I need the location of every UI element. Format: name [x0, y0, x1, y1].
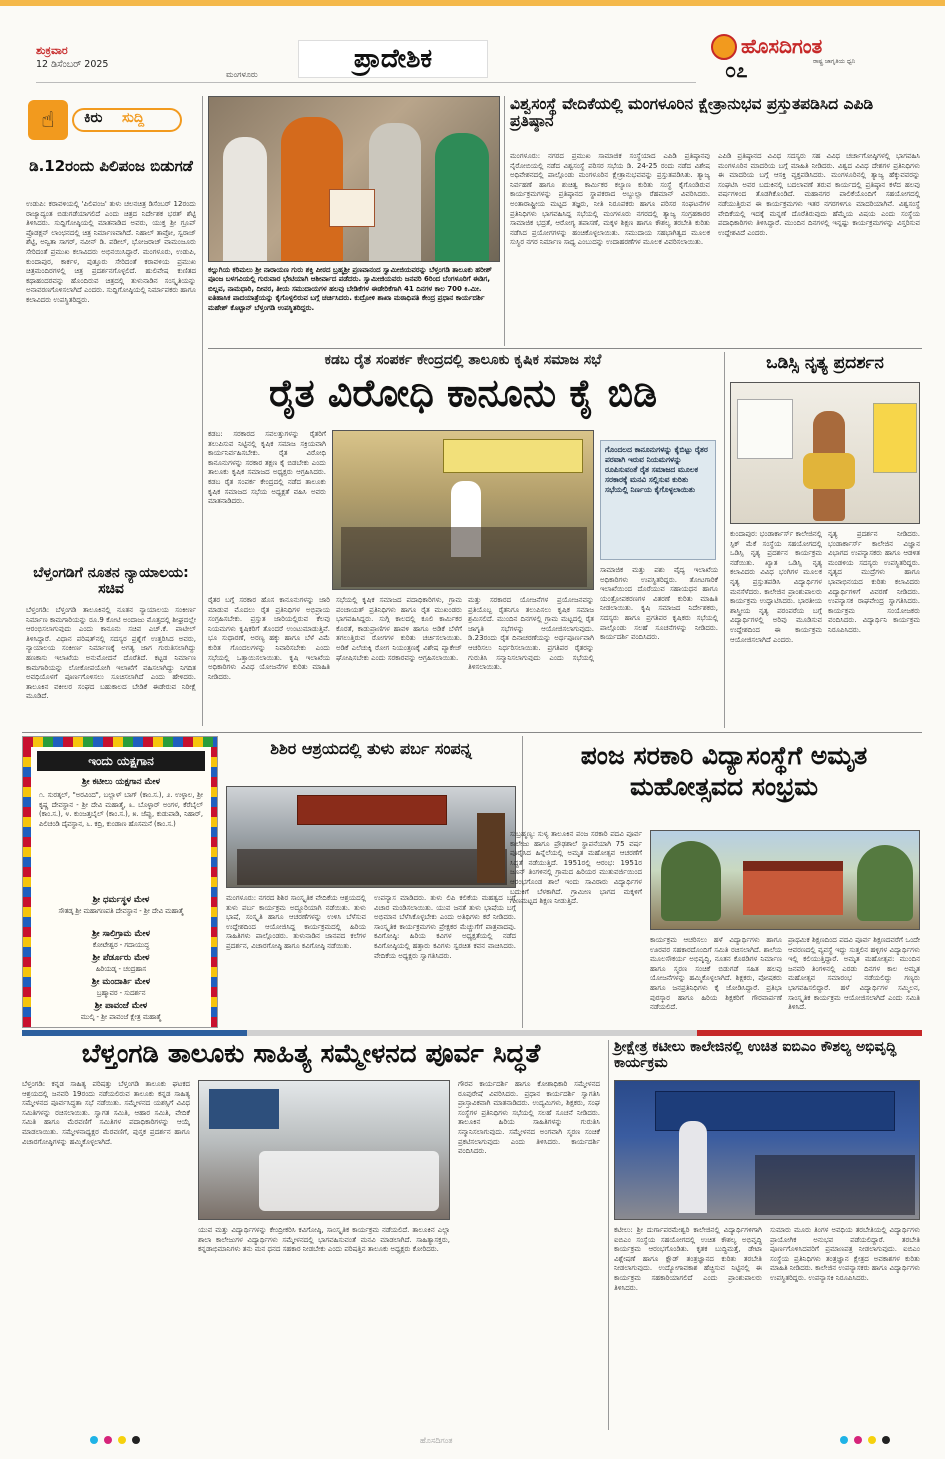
- kiru-suddi-column: [22, 96, 200, 726]
- shishira-photo-backdrop: [297, 795, 447, 825]
- dot-magenta: [104, 1436, 112, 1444]
- brand-tagline: ರಾಷ್ಟ್ರ ಜಾಗೃತಿಯ ಧ್ವನಿ: [813, 58, 856, 65]
- odissi-banner-college: [873, 403, 917, 473]
- raitha-body-col-4: ಸಾಮಾಜಿಕ ಮತ್ತು ಪಶು ವೈದ್ಯ ಇಲಾಖೆಯ ಅಧಿಕಾರಿಗಳು ಉಪಸ್ಥಿತರಿದ್ದರು. ತೋಟಗಾರಿಕೆ ಇಲಾಖೆಯಿಂದ ದೊರೆಯುವ ಸಹಾಯಧನ ಹಾಗೂ ಯಂತ್ರೋಪಕರಣಗಳ ವಿತರಣೆ ಕುರಿತು ಮಾಹಿತಿ ನೀಡಲಾಯಿತು. ಕೃಷಿ ಸಮಾಜದ ನಿರ್ದೇಶಕರು, ಸದಸ್ಯರು ಹಾಗೂ ಪ್ರಗತಿಪರ ಕೃಷಿಕರು ಸಭೆಯಲ್ಲಿ ಪಾಲ್ಗೊಂಡು ಸಲಹೆ ಸೂಚನೆಗಳನ್ನು ನೀಡಿದರು. ಕಾರ್ಯದರ್ಶಿ ವಂದಿಸಿದರು.: [600, 566, 718, 642]
- footer-registration-dots-right: [840, 1436, 920, 1446]
- masthead-rule: [36, 82, 696, 83]
- hand-pointing-icon: ☝: [28, 100, 68, 140]
- raitha-headline: ರೈತ ವಿರೋಧಿ ಕಾನೂನು ಕೈ ಬಿಡಿ: [268, 371, 658, 415]
- shishira-photo-podium: [477, 813, 505, 883]
- page-number: ೦೭: [725, 58, 748, 82]
- kiru-story-2-body: ಬೆಳ್ತಂಗಡಿ: ಬೆಳ್ತಂಗಡಿ ತಾಲೂಕಿನಲ್ಲಿ ನೂತನ ನ್ಯಾಯಾಲಯ ಸಂಕೀರ್ಣ ನಿರ್ಮಾಣ ಕಾಮಗಾರಿಯನ್ನು ರೂ.9 ಕೋಟಿ ಅಂದಾಜು ಮೊತ್ತದಲ್ಲಿ ಶೀಘ್ರದಲ್ಲೇ ಆರಂಭಿಸಲಾಗುವುದು ಎಂದು ಕಾನೂನು ಸಚಿವ ಎಚ್.ಕೆ. ಪಾಟೀಲ್ ತಿಳಿಸಿದ್ದಾರೆ. ವಿಧಾನ ಪರಿಷತ್‌ನಲ್ಲಿ ಸದಸ್ಯರ ಪ್ರಶ್ನೆಗೆ ಉತ್ತರಿಸಿದ ಅವರು, ನ್ಯಾಯಾಲಯ ಸಂಕೀರ್ಣ ನಿರ್ಮಾಣಕ್ಕೆ ಅಗತ್ಯ ಜಾಗ ಗುರುತಿಸಲಾಗಿದ್ದು ಹಣಕಾಸು ಇಲಾಖೆಯ ಅನುಮೋದನೆ ದೊರೆತಿದೆ. ಕಟ್ಟಡ ನಿರ್ಮಾಣ ಕಾಮಗಾರಿಯನ್ನು ಲೋಕೋಪಯೋಗಿ ಇಲಾಖೆಗೆ ವಹಿಸಲಾಗಿದ್ದು ನಿಗದಿತ ಅವಧಿಯೊಳಗೆ ಪೂರ್ಣಗೊಳಿಸಲು ಸೂಚಿಸಲಾಗಿದೆ ಎಂದು ಹೇಳಿದರು. ತಾಲೂಕಿನ ವಕೀಲರ ಸಂಘದ ಬಹುಕಾಲದ ಬೇಡಿಕೆ ಈಡೇರುವ ನಿರೀಕ್ಷೆ ಮೂಡಿದೆ.: [26, 606, 196, 701]
- mela-3-list: ಕೋಟೇಶ್ವರ - ಗದಾಯುದ್ಧ: [92, 941, 150, 949]
- dot-black-right: [882, 1436, 890, 1444]
- raitha-body-col-2: ಸಭೆಯಲ್ಲಿ ಕೃಷಿಕ ಸಮಾಜದ ಪದಾಧಿಕಾರಿಗಳು, ಗ್ರಾಮ ಪಂಚಾಯತ್ ಪ್ರತಿನಿಧಿಗಳು ಹಾಗೂ ರೈತ ಮುಖಂಡರು ಭಾಗವಹಿಸಿದ್ದರು. ಸುಗ್ಗಿ ಕಾಲದಲ್ಲಿ ಕೂಲಿ ಕಾರ್ಮಿಕರ ಕೊರತೆ, ಕಾಡುಪ್ರಾಣಿಗಳ ಹಾವಳಿ ಹಾಗೂ ಅಡಿಕೆ ಬೆಳೆಗೆ ತಗಲುತ್ತಿರುವ ರೋಗಗಳ ಕುರಿತು ಚರ್ಚಿಸಲಾಯಿತು. ಅಡಿಕೆ ಎಲೆಚುಕ್ಕಿ ರೋಗ ನಿಯಂತ್ರಣಕ್ಕೆ ವಿಶೇಷ ಪ್ಯಾಕೇಜ್ ಘೋಷಿಸಬೇಕು ಎಂದು ಸರಕಾರವನ್ನು ಆಗ್ರಹಿಸಲಾಯಿತು.: [336, 596, 462, 662]
- color-bar-gray: [247, 1030, 697, 1036]
- dot-yellow: [118, 1436, 126, 1444]
- yakshagana-title: ಇಂದು ಯಕ್ಷಗಾನ: [88, 753, 154, 768]
- raitha-kicker: ಕಡಬ ರೈತ ಸಂಪರ್ಕ ಕೇಂದ್ರದಲ್ಲಿ ತಾಲೂಕು ಕೃಷಿಕ ಸಮಾಜ ಸಭೆ: [324, 352, 602, 368]
- dot-yellow-right: [868, 1436, 876, 1444]
- sahitya-photo-banner: [209, 1089, 279, 1129]
- top-photo-caption: ಕಲ್ಲುಗಿಯ ಕರಿಮಲು ಶ್ರೀ ನಾರಾಯಣ ಗುರು ಶಕ್ತಿ ಪೀಠದ ಬ್ರಹ್ಮಶ್ರೀ ಪ್ರಣವಾನಂದ ಸ್ವಾಮೀಜಿಯವರನ್ನು ಬೆಳ್ತಂಗಡಿ ತಾಲೂಕು ಹರೀಶ್ ಪೂಂಜ ಬಳಗವಿಯಲ್ಲಿ ಗುರುವಾರ ಭೇಟಿಯಾಗಿ ಆಶೀರ್ವಾದ ಪಡೆದರು. ಸ್ವಾಮೀಜಿಯವರು ಜನವರಿ 6ರಿಂದ ಬೆಂಗಳೂರಿಗೆ ಈಡಿಗ, ಬಿಲ್ಲವ, ನಾಮಧಾರಿ, ದೀವರ, ತೀಯ ಸಮುದಾಯಗಳ ಹಲವು ಬೇಡಿಕೆಗಳ ಈಡೇರಿಕೆಗಾಗಿ 41 ದಿನಗಳ ಕಾಲ 700 ಕಿ.ಮೀ. ಐತಿಹಾಸಿಕ ಪಾದಯಾತ್ರೆಯನ್ನು ಕೈಗೊಳ್ಳಲಿರುವ ಬಗ್ಗೆ ಚರ್ಚಿಸಿದರು. ಕುದ್ರೋಳಿ ಶಾಖಾ ಮಠಾಧಿಪತಿ ಕೇಂದ್ರ ಪ್ರಧಾನ ಕಾರ್ಯದರ್ಶಿ ಮಹೇಶ್ ಕೊಟ್ಟಾನ್ ಬೆಳ್ತಂಗಡಿ ಉಪಸ್ಥಿತರಿದ್ದರು.: [208, 266, 492, 312]
- brand-name: ಹೊಸದಿಗಂತ: [741, 34, 823, 58]
- photo-figure-1: [223, 137, 267, 262]
- mela-4-name: ಶ್ರೀ ಪೆರ್ಡೂರು ಮೇಳ: [92, 953, 150, 963]
- brand-logo-icon: [711, 34, 737, 60]
- mela-1-name: ಶ್ರೀ ಕಟೀಲು ಯಕ್ಷಗಾನ ಮೇಳ: [82, 777, 160, 787]
- panja-photo: [650, 830, 920, 930]
- masthead: [0, 0, 945, 88]
- kateel-photo-speaker: [679, 1121, 707, 1213]
- sahitya-body-col-3: ಗೌರವ ಕಾರ್ಯದರ್ಶಿ ಹಾಗೂ ಕೋಶಾಧಿಕಾರಿ ಸಮ್ಮೇಳನದ ರೂಪುರೇಷೆ ವಿವರಿಸಿದರು. ಪ್ರಧಾನ ಕಾರ್ಯದರ್ಶಿ ಸ್ವಾಗತಿಸಿ ಪ್ರಾಸ್ತಾವಿಕವಾಗಿ ಮಾತನಾಡಿದರು. ಉದ್ಯಮಿಗಳು, ಶಿಕ್ಷಕರು, ಸಂಘ ಸಂಸ್ಥೆಗಳ ಪ್ರತಿನಿಧಿಗಳು ಸಭೆಯಲ್ಲಿ ಸಲಹೆ ಸೂಚನೆ ನೀಡಿದರು. ತಾಲೂಕಿನ ಹಿರಿಯ ಸಾಹಿತಿಗಳನ್ನು ಗುರುತಿಸಿ ಸನ್ಮಾನಿಸಲಾಗುವುದು. ಸಮ್ಮೇಳನದ ಅಂಗವಾಗಿ ಸ್ಮರಣ ಸಂಚಿಕೆ ಪ್ರಕಟಿಸಲಾಗುವುದು ಎಂದು ತಿಳಿಸಿದರು. ಕಾರ್ಯದರ್ಶಿ ವಂದಿಸಿದರು.: [458, 1080, 600, 1156]
- mela-6-name: ಶ್ರೀ ಪಾವಂಜೆ ಮೇಳ: [94, 1001, 148, 1011]
- sahitya-headline: ಬೆಳ್ತಂಗಡಿ ತಾಲೂಕು ಸಾಹಿತ್ಯ ಸಮ್ಮೇಳನದ ಪೂರ್ವ ಸಿದ್ಧತೆ: [81, 1039, 541, 1069]
- photo-figure-4: [435, 133, 489, 262]
- mela-2-name: ಶ್ರೀ ಧರ್ಮಸ್ಥಳ ಮೇಳ: [92, 895, 150, 905]
- dot-magenta-right: [854, 1436, 862, 1444]
- panja-photo-tree-right: [857, 845, 913, 921]
- masthead-day: ಶುಕ್ರವಾರ: [36, 44, 68, 57]
- raitha-photo-seated-row: [341, 527, 587, 587]
- section-title: ಪ್ರಾದೇಶಿಕ: [353, 43, 433, 74]
- yakshagana-side-left: [23, 747, 31, 1028]
- shishira-photo: [226, 786, 516, 888]
- shishira-body-col-1: ಮಂಗಳೂರು: ನಗರದ ಶಿಶಿರ ಸಾಂಸ್ಕೃತಿಕ ವೇದಿಕೆಯ ಆಶ್ರಯದಲ್ಲಿ ತುಳು ಪರ್ಬ ಕಾರ್ಯಕ್ರಮ ಅದ್ದೂರಿಯಾಗಿ ನಡೆಯಿತು. ತುಳು ಭಾಷೆ, ಸಂಸ್ಕೃತಿ ಹಾಗೂ ಆಚರಣೆಗಳನ್ನು ಉಳಿಸಿ ಬೆಳೆಸುವ ಉದ್ದೇಶದಿಂದ ಆಯೋಜಿಸಿದ್ದ ಕಾರ್ಯಕ್ರಮದಲ್ಲಿ ಹಿರಿಯ ಸಾಹಿತಿಗಳು ಪಾಲ್ಗೊಂಡರು. ತುಳುನಾಡಿನ ಜಾನಪದ ಕಲೆಗಳ ಪ್ರದರ್ಶನ, ವಿಚಾರಗೋಷ್ಠಿ ಹಾಗೂ ಕವಿಗೋಷ್ಠಿ ನಡೆಯಿತು.: [226, 894, 366, 950]
- kiru-story-1-headline: ಡಿ.12ರಂದು ಪಿಲಿಪಂಜ ಬಿಡುಗಡೆ: [29, 157, 193, 175]
- odissi-body-col-2: ನೃತ್ಯ ಪ್ರದರ್ಶನ ನೀಡಿದರು. ಭಂಡಾರ್ಕಾರ್ಸ್ ಕಾಲೇಜಿನ ವಿಜ್ಞಾನ ವಿಭಾಗದ ಉಪನ್ಯಾಸಕರು ಹಾಗೂ ಆಡಳಿತ ಮಂಡಳಿಯ ಸದಸ್ಯರು ಉಪಸ್ಥಿತರಿದ್ದರು. ನೃತ್ಯದ ಮುದ್ರೆಗಳು ಹಾಗೂ ಭಾವಾಭಿನಯದ ಕುರಿತು ಕಲಾವಿದರು ವಿದ್ಯಾರ್ಥಿಗಳಿಗೆ ವಿವರಣೆ ನೀಡಿದರು. ಉಪನ್ಯಾಸಕ ರಾಘವೇಂದ್ರ ಸ್ವಾಗತಿಸಿದರು. ಕಾರ್ಯಕ್ರಮ ಸಂಯೋಜಕರು ವಂದಿಸಿದರು. ವಿದ್ಯಾರ್ಥಿನಿ ಕಾರ್ಯಕ್ರಮ ನಿರೂಪಿಸಿದರು.: [828, 530, 920, 634]
- panja-body-col-3: ಪ್ರಾಥಮಿಕ ಶಿಕ್ಷಣದಿಂದ ಪದವಿ ಪೂರ್ವ ಶಿಕ್ಷಣದವರೆಗೆ ಒಂದೇ ಆವರಣದಲ್ಲಿ ವ್ಯವಸ್ಥೆ ಇದ್ದು ಸುತ್ತಲಿನ ಹಳ್ಳಿಗಳ ವಿದ್ಯಾರ್ಥಿಗಳು ಇಲ್ಲಿ ಕಲಿಯುತ್ತಿದ್ದಾರೆ. ಅಮೃತ ಮಹೋತ್ಸವ: ಮುಂದಿನ ಜನವರಿ ತಿಂಗಳಿನಲ್ಲಿ ಎರಡು ದಿನಗಳ ಕಾಲ ಅಮೃತ ಮಹೋತ್ಸವ ಸಮಾರಂಭ ನಡೆಯಲಿದ್ದು ಗಣ್ಯರು ಭಾಗವಹಿಸಲಿದ್ದಾರೆ. ಹಳೆ ವಿದ್ಯಾರ್ಥಿಗಳ ಸಮ್ಮಿಲನ, ಸಾಂಸ್ಕೃತಿಕ ಕಾರ್ಯಕ್ರಮ ಆಯೋಜಿಸಲಾಗಿದೆ ಎಂದು ಸಮಿತಿ ತಿಳಿಸಿದೆ.: [788, 936, 920, 1012]
- yakshagana-box: [22, 736, 218, 1028]
- color-bar-red: [697, 1030, 922, 1036]
- kateel-photo-guests: [755, 1155, 915, 1215]
- masthead-city: ಮಂಗಳೂರು: [226, 70, 258, 79]
- top-photo-swamiji: [208, 96, 500, 262]
- mela-6-list: ಮುಲ್ಕಿ - ಶ್ರೀ ಪಾವಂಜೆ ಕ್ಷೇತ್ರ ಮಹಾತ್ಮೆ: [80, 1013, 162, 1021]
- mela-5-list: ಬ್ರಹ್ಮಾವರ - ಸುದರ್ಶನ: [96, 989, 146, 997]
- mela-4-list: ಹಿರಿಯಡ್ಕ - ಚಂದ್ರಹಾಸ: [95, 965, 147, 973]
- kiru-story-1-body: ಉಡುಪಿ: ಕರಾವಳಿಯಲ್ಲಿ 'ಪಿಲಿಪಂಜ' ತುಳು ಚಲನಚಿತ್ರ ಡಿಸೆಂಬರ್ 12ರಂದು ರಾಜ್ಯಾದ್ಯಂತ ಬಿಡುಗಡೆಯಾಗಲಿದೆ ಎಂದು ಚಿತ್ರದ ನಿರ್ದೇಶಕ ಭರತ್ ಶೆಟ್ಟಿ ತಿಳಿಸಿದರು. ಸುದ್ದಿಗೋಷ್ಠಿಯಲ್ಲಿ ಮಾತನಾಡಿದ ಅವರು, ಯುಕ್ತ ಶ್ರೀ ಗ್ರೂಪ್ ಪ್ರೊಡಕ್ಷನ್ ಲಾಂಛನದಲ್ಲಿ ಚಿತ್ರ ನಿರ್ಮಾಣವಾಗಿದೆ. ನಿಹಾಲ್ ತಾವ್ರೋ, ಸ್ವರಾಜ್ ಶೆಟ್ಟಿ, ಅನ್ವಿತಾ ಸಾಗರ್, ನವೀನ್ ಡಿ. ಪಡೀಲ್, ಭೋಜರಾಜ್ ವಾಮಂಜೂರು ಸೇರಿದಂತೆ ಪ್ರಮುಖ ಕಲಾವಿದರು ಅಭಿನಯಿಸಿದ್ದಾರೆ. ಮಂಗಳೂರು, ಉಡುಪಿ, ಕುಂದಾಪುರ, ಕಾರ್ಕಳ, ಪುತ್ತೂರು ಸೇರಿದಂತೆ ಕರಾವಳಿಯ ಪ್ರಮುಖ ಚಿತ್ರಮಂದಿರಗಳಲ್ಲಿ ಚಿತ್ರ ಪ್ರದರ್ಶನಗೊಳ್ಳಲಿದೆ. ಹುಲಿವೇಷ ಕುಣಿತದ ಕಥಾಹಂದರವನ್ನು ಹೊಂದಿರುವ ಚಿತ್ರದಲ್ಲಿ ತುಳುನಾಡಿನ ಸಂಸ್ಕೃತಿಯನ್ನು ಅನಾವರಣಗೊಳಿಸಲಾಗಿದೆ ಎಂದರು. ಸುದ್ದಿಗೋಷ್ಠಿಯಲ್ಲಿ ನಿರ್ಮಾಪಕರು ಹಾಗೂ ಕಲಾವಿದರು ಉಪಸ್ಥಿತರಿದ್ದರು.: [26, 200, 196, 304]
- shishira-headline: ಶಿಶಿರ ಆಶ್ರಯದಲ್ಲಿ ತುಳು ಪರ್ಬ ಸಂಪನ್ನ: [270, 739, 472, 758]
- dot-cyan-right: [840, 1436, 848, 1444]
- panja-headline: ಪಂಜ ಸರಕಾರಿ ವಿದ್ಯಾಸಂಸ್ಥೆಗೆ ಅಮೃತ ಮಹೋತ್ಸವದ ಸಂಭ್ರಮ: [580, 741, 868, 802]
- sahitya-kateel-rule: [608, 1040, 609, 1430]
- suddi-label: ಸುದ್ದಿ: [122, 110, 145, 126]
- epd-body-col-1: ಮಂಗಳೂರು: ನಗರದ ಪ್ರಮುಖ ಸಾಮಾಜಿಕ ಸಂಸ್ಥೆಯಾದ ಎಪಿಡಿ ಪ್ರತಿಷ್ಠಾನವು ನೈರೋಬಿಯಲ್ಲಿ ನಡೆದ ವಿಶ್ವಸಂಸ್ಥೆ ಪರಿಸರ ಸಭೆಯ ಡಿ. 24-25 ರಂದು ನಡೆದ ವಿಶೇಷ ಅಧಿವೇಶನದಲ್ಲಿ ಪಾಲ್ಗೊಂಡು ಮಂಗಳೂರಿನ ಕ್ಷೇತ್ರಾನುಭವವನ್ನು ಪ್ರಸ್ತುತಪಡಿಸಿತು. ತ್ಯಾಜ್ಯ ನಿರ್ವಹಣೆ ಹಾಗೂ ಶುಚಿತ್ವ ಕಾರ್ಮಿಕರ ಕಲ್ಯಾಣ ಕುರಿತು ಸಂಸ್ಥೆ ಕೈಗೊಂಡಿರುವ ಕಾರ್ಯಕ್ರಮಗಳನ್ನು ಪ್ರತಿಷ್ಠಾನದ ಸ್ಥಾಪಕರಾದ ಅಬ್ದುಲ್ಲಾ ರೆಹಮಾನ್ ವಿವರಿಸಿದರು. ಅಂತಾರಾಷ್ಟ್ರೀಯ ಮಟ್ಟದ ತಜ್ಞರು, ನೀತಿ ನಿರೂಪಕರು ಹಾಗೂ ಪರಿಸರ ಸಂಘಟನೆಗಳ ಪ್ರತಿನಿಧಿಗಳು ಭಾಗವಹಿಸಿದ್ದ ಸಭೆಯಲ್ಲಿ ಮಂಗಳೂರು ನಗರದಲ್ಲಿ ತ್ಯಾಜ್ಯ ಸಂಗ್ರಹಕಾರರ ಸಾಮಾಜಿಕ ಭದ್ರತೆ, ಆರೋಗ್ಯ ತಪಾಸಣೆ, ಮಕ್ಕಳ ಶಿಕ್ಷಣ ಹಾಗೂ ಕೌಶಲ್ಯ ತರಬೇತಿ ಕುರಿತು ನಡೆಸಿದ ಪ್ರಯೋಗಗಳನ್ನು ಹಂಚಿಕೊಳ್ಳಲಾಯಿತು. ಸಮುದಾಯ ಸಹಭಾಗಿತ್ವದ ಮೂಲಕ ಸುಸ್ಥಿರ ನಗರ ನಿರ್ಮಾಣ ಸಾಧ್ಯ ಎಂಬುದನ್ನು ಉದಾಹರಣೆಗಳ ಮೂಲಕ ವಿವರಿಸಲಾಯಿತು.: [510, 152, 710, 247]
- kiru-suddi-badge: [28, 100, 196, 142]
- odissi-headline: ಒಡಿಸ್ಸಿ ನೃತ್ಯ ಪ್ರದರ್ಶನ: [766, 353, 884, 373]
- photo-figure-3: [369, 123, 421, 262]
- masthead-date: 12 ಡಿಸೆಂಬರ್ 2025: [36, 59, 109, 70]
- top-section-rule: [208, 348, 922, 349]
- yakshagana-side-right: [211, 747, 218, 1028]
- shishira-photo-table: [237, 849, 507, 885]
- masthead-top-strip: [0, 0, 945, 6]
- kateel-photo: [614, 1080, 920, 1220]
- brand-block: [705, 34, 905, 84]
- section-banner: [298, 40, 488, 78]
- raitha-body-col-1: ರೈತರ ಬಗ್ಗೆ ಸರಕಾರ ಹೊಸ ಕಾನೂನುಗಳನ್ನು ಜಾರಿ ಮಾಡುವ ಮೊದಲು ರೈತ ಪ್ರತಿನಿಧಿಗಳ ಅಭಿಪ್ರಾಯ ಸಂಗ್ರಹಿಸಬೇಕು. ಪ್ರಸ್ತುತ ಜಾರಿಯಲ್ಲಿರುವ ಕೆಲವು ನಿಯಮಗಳು ಕೃಷಿಕರಿಗೆ ತೊಂದರೆ ಉಂಟುಮಾಡುತ್ತಿವೆ. ಭೂ ಸುಧಾರಣೆ, ಅರಣ್ಯ ಹಕ್ಕು ಹಾಗೂ ಬೆಳೆ ವಿಮೆ ಕುರಿತ ಗೊಂದಲಗಳನ್ನು ನಿವಾರಿಸಬೇಕು ಎಂದು ಸಭೆಯಲ್ಲಿ ಒತ್ತಾಯಿಸಲಾಯಿತು. ಕೃಷಿ ಇಲಾಖೆಯ ಅಧಿಕಾರಿಗಳು ವಿವಿಧ ಯೋಜನೆಗಳ ಕುರಿತು ಮಾಹಿತಿ ನೀಡಿದರು.: [208, 596, 330, 681]
- kateel-body-col-2: ಸುಮಾರು ಮೂರು ತಿಂಗಳ ಅವಧಿಯ ತರಬೇತಿಯಲ್ಲಿ ವಿದ್ಯಾರ್ಥಿಗಳು ಪ್ರಾಯೋಗಿಕ ಅನುಭವ ಪಡೆಯಲಿದ್ದಾರೆ. ತರಬೇತಿ ಪೂರ್ಣಗೊಳಿಸಿದವರಿಗೆ ಪ್ರಮಾಣಪತ್ರ ನೀಡಲಾಗುವುದು. ಐಬಿಎಂ ಸಂಸ್ಥೆಯ ಪ್ರತಿನಿಧಿಗಳು ತಂತ್ರಜ್ಞಾನ ಕ್ಷೇತ್ರದ ಅವಕಾಶಗಳ ಕುರಿತು ಮಾಹಿತಿ ನೀಡಿದರು. ಕಾಲೇಜಿನ ಉಪನ್ಯಾಸಕರು ಹಾಗೂ ವಿದ್ಯಾರ್ಥಿಗಳು ಉಪಸ್ಥಿತರಿದ್ದರು. ಉಪನ್ಯಾಸಕಿ ನಿರೂಪಿಸಿದರು.: [770, 1226, 920, 1282]
- section-color-bar: [22, 1030, 922, 1036]
- raitha-odissi-rule: [724, 352, 725, 728]
- mela-1-list: ೧. ಸುರತ್ಕಲ್, "ಅರವಿಂದ", ಬಲ್ಲಾಳ್ ಬಾಗ್ (ಕಾಂ.ಸ.), ೨. ಉಳ್ಳಾಲ, ಶ್ರೀ ಕೃಷ್ಣ ದೇವಸ್ಥಾನ - ಶ್ರೀ ದೇವಿ ಮಹಾತ್ಮೆ, ೩. ಬೊಳ್ಳಾರ್ ಅಂಗಳ, ಕೆರೆಬೈಲ್ (ಕಾಂ.ಸ.), ೪. ಕುಂಜತ್ತಬೈಲ್ (ಕಾಂ.ಸ.), ೫. ಜೆಪ್ಪು, ಕುಡುಪಾಡಿ, ನಿಹಾರ್, ಪಿಲಿಚಂಡಿ ದೈವಸ್ಥಾನ, ೬. ಕದ್ರಿ, ಕುಂಡಾಣ ಹೊಸಮನೆ (ಕಾಂ.ಸ.): [39, 791, 203, 828]
- sahitya-photo-table: [259, 1151, 439, 1211]
- photo-poster: [329, 189, 375, 227]
- odissi-body-col-1: ಕುಂದಾಪುರ: ಭಂಡಾರ್ಕಾರ್ಸ್ ಕಾಲೇಜಿನಲ್ಲಿ ಸ್ಪಿಕ್ ಮೆಕೆ ಸಂಸ್ಥೆಯ ಸಹಯೋಗದಲ್ಲಿ ಒಡಿಸ್ಸಿ ನೃತ್ಯ ಪ್ರದರ್ಶನ ಕಾರ್ಯಕ್ರಮ ನಡೆಯಿತು. ಖ್ಯಾತ ಒಡಿಸ್ಸಿ ನೃತ್ಯ ಕಲಾವಿದರು ವಿವಿಧ ಭಂಗಿಗಳ ಮೂಲಕ ನೃತ್ಯ ಪ್ರಸ್ತುತಪಡಿಸಿ ವಿದ್ಯಾರ್ಥಿಗಳ ಮನಸೆಳೆದರು. ಕಾಲೇಜಿನ ಪ್ರಾಂಶುಪಾಲರು ಕಾರ್ಯಕ್ರಮ ಉದ್ಘಾಟಿಸಿದರು. ಭಾರತೀಯ ಶಾಸ್ತ್ರೀಯ ನೃತ್ಯ ಪರಂಪರೆಯ ಬಗ್ಗೆ ವಿದ್ಯಾರ್ಥಿಗಳಲ್ಲಿ ಅರಿವು ಮೂಡಿಸುವ ಉದ್ದೇಶದಿಂದ ಈ ಕಾರ್ಯಕ್ರಮ ಆಯೋಜಿಸಲಾಗಿದೆ ಎಂದರು.: [730, 530, 822, 644]
- mela-3-name: ಶ್ರೀ ಸಾಲಿಗ್ರಾಮ ಮೇಳ: [92, 929, 150, 939]
- left-column-rule: [202, 96, 203, 726]
- raitha-body-top: ಕಡಬ: ಸರಕಾರದ ಸವಲತ್ತುಗಳನ್ನು ರೈತರಿಗೆ ತಲುಪಿಸುವ ನಿಟ್ಟಿನಲ್ಲಿ ಕೃಷಿಕ ಸಮಾಜ ಸಕ್ರಿಯವಾಗಿ ಕಾರ್ಯನಿರ್ವಹಿಸಬೇಕು. ರೈತ ವಿರೋಧಿ ಕಾನೂನುಗಳನ್ನು ಸರಕಾರ ತಕ್ಷಣ ಕೈ ಬಿಡಬೇಕು ಎಂದು ತಾಲೂಕು ಕೃಷಿಕ ಸಮಾಜದ ಅಧ್ಯಕ್ಷರು ಆಗ್ರಹಿಸಿದರು. ಕಡಬ ರೈತ ಸಂಪರ್ಕ ಕೇಂದ್ರದಲ್ಲಿ ನಡೆದ ತಾಲೂಕು ಕೃಷಿಕ ಸಮಾಜದ ಸಭೆಯ ಅಧ್ಯಕ್ಷತೆ ವಹಿಸಿ ಅವರು ಮಾತನಾಡಿದರು.: [208, 430, 326, 506]
- odissi-dancer-skirt: [803, 453, 855, 489]
- dot-cyan: [90, 1436, 98, 1444]
- masthead-date-block: [36, 44, 186, 70]
- kateel-headline: ಶ್ರೀಕ್ಷೇತ್ರ ಕಟೀಲು ಕಾಲೇಜಿನಲ್ಲಿ ಉಚಿತ ಐಬಿಎಂ ಕೌಶಲ್ಯ ಅಭಿವೃದ್ಧಿ ಕಾರ್ಯಕ್ರಮ: [614, 1039, 897, 1071]
- odissi-photo: [730, 382, 920, 524]
- raitha-photo: [332, 430, 594, 590]
- yakshagana-title-bar: [37, 751, 205, 771]
- shishira-body-col-2: ಉಪನ್ಯಾಸ ಮಾಡಿದರು. ತುಳು ಲಿಪಿ ಕಲಿಕೆಯ ಮಹತ್ವದ ಬಗ್ಗೆ ವಿಚಾರ ಮಂಡಿಸಲಾಯಿತು. ಯುವ ಜನತೆ ತುಳು ಭಾಷೆಯ ಬಗ್ಗೆ ಅಭಿಮಾನ ಬೆಳೆಸಿಕೊಳ್ಳಬೇಕು ಎಂದು ಅತಿಥಿಗಳು ಕರೆ ನೀಡಿದರು. ಸಾಂಸ್ಕೃತಿಕ ಕಾರ್ಯಕ್ರಮಗಳು ಪ್ರೇಕ್ಷಕರ ಮೆಚ್ಚುಗೆಗೆ ಪಾತ್ರವಾದವು. ಕವಿಗೋಷ್ಠಿ: ಹಿರಿಯ ಕವಿಗಳ ಅಧ್ಯಕ್ಷತೆಯಲ್ಲಿ ನಡೆದ ಕವಿಗೋಷ್ಠಿಯಲ್ಲಿ ಹತ್ತಾರು ಕವಿಗಳು ಸ್ವರಚಿತ ಕವನ ವಾಚಿಸಿದರು. ವೇದಿಕೆಯ ಅಧ್ಯಕ್ಷರು ಸ್ವಾಗತಿಸಿದರು.: [374, 894, 516, 960]
- panja-body-col-2: ಕಾರ್ಯಕ್ರಮ ಆಚರಿಸಲು ಹಳೆ ವಿದ್ಯಾರ್ಥಿಗಳು ಹಾಗೂ ಊರವರ ಸಹಕಾರದೊಂದಿಗೆ ಸಮಿತಿ ರಚಿಸಲಾಗಿದೆ. ಶಾಲೆಯ ಮೂಲಸೌಕರ್ಯ ಅಭಿವೃದ್ಧಿ, ನೂತನ ಕೊಠಡಿಗಳ ನಿರ್ಮಾಣ ಹಾಗೂ ಸ್ಮರಣ ಸಂಚಿಕೆ ಬಿಡುಗಡೆ ಸಹಿತ ಹಲವು ಯೋಜನೆಗಳನ್ನು ಹಮ್ಮಿಕೊಳ್ಳಲಾಗಿದೆ. ಶಿಕ್ಷಕರು, ಪೋಷಕರು ಹಾಗೂ ಜನಪ್ರತಿನಿಧಿಗಳು ಕೈ ಜೋಡಿಸಿದ್ದಾರೆ. ಪ್ರತಿಭಾ ಪುರಸ್ಕಾರ ಹಾಗೂ ಹಿರಿಯ ಶಿಕ್ಷಕರಿಗೆ ಗೌರವಾರ್ಪಣೆ ನಡೆಯಲಿದೆ.: [650, 936, 782, 1012]
- epd-headline: ವಿಶ್ವಸಂಸ್ಥೆ ವೇದಿಕೆಯಲ್ಲಿ ಮಂಗಳೂರಿನ ಕ್ಷೇತ್ರಾನುಭವ ಪ್ರಸ್ತುತಪಡಿಸಿದ ಎಪಿಡಿ ಪ್ರತಿಷ್ಠಾನ: [510, 95, 874, 131]
- sahitya-body-col-1: ಬೆಳ್ತಂಗಡಿ: ಕನ್ನಡ ಸಾಹಿತ್ಯ ಪರಿಷತ್ತು ಬೆಳ್ತಂಗಡಿ ತಾಲೂಕು ಘಟಕದ ಆಶ್ರಯದಲ್ಲಿ ಜನವರಿ 19ರಂದು ನಡೆಯಲಿರುವ ತಾಲೂಕು ಕನ್ನಡ ಸಾಹಿತ್ಯ ಸಮ್ಮೇಳನದ ಪೂರ್ವಸಿದ್ಧತಾ ಸಭೆ ನಡೆಯಿತು. ಸಮ್ಮೇಳನದ ಯಶಸ್ಸಿಗೆ ವಿವಿಧ ಸಮಿತಿಗಳನ್ನು ರಚಿಸಲಾಯಿತು. ಸ್ವಾಗತ ಸಮಿತಿ, ಆಹಾರ ಸಮಿತಿ, ವೇದಿಕೆ ಸಮಿತಿ ಹಾಗೂ ಮೆರವಣಿಗೆ ಸಮಿತಿಗಳ ಪದಾಧಿಕಾರಿಗಳನ್ನು ಆಯ್ಕೆ ಮಾಡಲಾಯಿತು. ಸಮ್ಮೇಳನಾಧ್ಯಕ್ಷರ ಮೆರವಣಿಗೆ, ಪುಸ್ತಕ ಪ್ರದರ್ಶನ ಹಾಗೂ ವಿಚಾರಗೋಷ್ಠಿಗಳನ್ನು ಹಮ್ಮಿಕೊಳ್ಳಲಾಗಿದೆ.: [22, 1080, 190, 1146]
- dot-black: [132, 1436, 140, 1444]
- mela-5-name: ಶ್ರೀ ಮಂದಾರ್ತಿ ಮೇಳ: [91, 977, 151, 987]
- kiru-label: ಕಿರು: [84, 110, 103, 126]
- odissi-banner-manipal: [737, 399, 793, 459]
- raitha-body-col-3: ಮತ್ತು ಸರಕಾರದ ಯೋಜನೆಗಳ ಪ್ರಯೋಜನವನ್ನು ಪ್ರತಿಯೊಬ್ಬ ರೈತನಿಗೂ ತಲುಪಿಸಲು ಕೃಷಿಕ ಸಮಾಜ ಶ್ರಮಿಸಲಿದೆ. ಮುಂದಿನ ದಿನಗಳಲ್ಲಿ ಗ್ರಾಮ ಮಟ್ಟದಲ್ಲಿ ರೈತ ಜಾಗೃತಿ ಸಭೆಗಳನ್ನು ಆಯೋಜಿಸಲಾಗುವುದು. ಡಿ.23ರಂದು ರೈತ ದಿನಾಚರಣೆಯನ್ನು ಅರ್ಥಪೂರ್ಣವಾಗಿ ಆಚರಿಸಲು ನಿರ್ಧರಿಸಲಾಯಿತು. ಪ್ರಗತಿಪರ ರೈತರನ್ನು ಗುರುತಿಸಿ ಸನ್ಮಾನಿಸಲಾಗುವುದು ಎಂದು ಸಭೆಯಲ್ಲಿ ತಿಳಿಸಲಾಯಿತು.: [468, 596, 594, 672]
- panja-body-col-1: ಸುಬ್ರಹ್ಮಣ್ಯ: ಸುಳ್ಯ ತಾಲೂಕಿನ ಪಂಜ ಸರಕಾರಿ ಪದವಿ ಪೂರ್ವ ಕಾಲೇಜು ಹಾಗೂ ಪ್ರೌಢಶಾಲೆ ಸ್ಥಾಪನೆಯಾಗಿ 75 ವರ್ಷ ಪೂರೈಸಿದ ಹಿನ್ನೆಲೆಯಲ್ಲಿ ಅಮೃತ ಮಹೋತ್ಸವ ಆಚರಣೆಗೆ ಸಿದ್ಧತೆ ನಡೆಯುತ್ತಿದೆ. 1951ರಲ್ಲಿ ಆರಂಭ: 1951ರ ಜೂನ್ ತಿಂಗಳಿನಲ್ಲಿ ಗ್ರಾಮದ ಹಿರಿಯರ ಮುತುವರ್ಜಿಯಿಂದ ಆರಂಭಗೊಂಡ ಶಾಲೆ ಇಂದು ಸಾವಿರಾರು ವಿದ್ಯಾರ್ಥಿಗಳ ಬದುಕಿಗೆ ಬೆಳಕಾಗಿದೆ. ಗ್ರಾಮೀಣ ಭಾಗದ ಮಕ್ಕಳಿಗೆ ಗುಣಮಟ್ಟದ ಶಿಕ್ಷಣ ನೀಡುತ್ತಿದೆ.: [510, 830, 642, 906]
- mela-2-list: ಸೌತಡ್ಕ ಶ್ರೀ ಮಹಾಗಣಪತಿ ದೇವಸ್ಥಾನ - ಶ್ರೀ ದೇವಿ ಮಹಾತ್ಮೆ: [58, 907, 184, 915]
- kiru-story-2-headline: ಬೆಳ್ತಂಗಡಿಗೆ ನೂತನ ನ್ಯಾಯಾಲಯ: ಸಚಿವ: [33, 565, 189, 597]
- epd-body-col-2: ಎಪಿಡಿ ಪ್ರತಿಷ್ಠಾನದ ವಿವಿಧ ಸದಸ್ಯರು ಸಹ ವಿವಿಧ ಚರ್ಚಾಗೋಷ್ಠಿಗಳಲ್ಲಿ ಭಾಗವಹಿಸಿ ಮಂಗಳೂರಿನ ಮಾದರಿಯ ಬಗ್ಗೆ ಮಾಹಿತಿ ನೀಡಿದರು. ವಿಶ್ವದ ವಿವಿಧ ದೇಶಗಳ ಪ್ರತಿನಿಧಿಗಳು ಈ ಮಾದರಿಯ ಬಗ್ಗೆ ಆಸಕ್ತಿ ವ್ಯಕ್ತಪಡಿಸಿದರು. ಮಂಗಳೂರಿನಲ್ಲಿ ತ್ಯಾಜ್ಯ ಹೆಕ್ಕುವವರನ್ನು ಸಂಘಟಿಸಿ ಅವರ ಬದುಕಿನಲ್ಲಿ ಬದಲಾವಣೆ ತರುವ ಕಾರ್ಯದಲ್ಲಿ ಪ್ರತಿಷ್ಠಾನ ಕಳೆದ ಹಲವು ವರ್ಷಗಳಿಂದ ತೊಡಗಿಕೊಂಡಿದೆ. ಮಹಾನಗರ ಪಾಲಿಕೆಯೊಂದಿಗೆ ಸಹಯೋಗದಲ್ಲಿ ನಡೆಯುತ್ತಿರುವ ಈ ಕಾರ್ಯಕ್ರಮಗಳು ಇತರ ನಗರಗಳಿಗೂ ಮಾದರಿಯಾಗಿವೆ. ವಿಶ್ವಸಂಸ್ಥೆ ವೇದಿಕೆಯಲ್ಲಿ ಇದಕ್ಕೆ ಮನ್ನಣೆ ದೊರೆತಿರುವುದು ಹೆಮ್ಮೆಯ ವಿಷಯ ಎಂದು ಸಂಸ್ಥೆಯ ಪದಾಧಿಕಾರಿಗಳು ತಿಳಿಸಿದ್ದಾರೆ. ಮುಂದಿನ ದಿನಗಳಲ್ಲಿ ಇನ್ನಷ್ಟು ಕಾರ್ಯಕ್ರಮಗಳನ್ನು ವಿಸ್ತರಿಸುವ ಉದ್ದೇಶವಿದೆ ಎಂದರು.: [718, 152, 920, 237]
- panja-photo-school-building: [743, 861, 843, 915]
- raitha-highlight-text: ಗೊಂದಲದ ಕಾನೂನುಗಳನ್ನು ಕೈಬಿಟ್ಟು ರೈತರ ಪರವಾಗಿ ಇರುವ ನಿಯಮಗಳನ್ನು ರೂಪಿಸುವಂತೆ ರೈತ ಸಮಾಜದ ಮೂಲಕ ಸರಕಾರಕ್ಕೆ ಮನವಿ ಸಲ್ಲಿಸುವ ಕುರಿತು ಸಭೆಯಲ್ಲಿ ನಿರ್ಣಯ ಕೈಗೊಳ್ಳಲಾಯಿತು: [605, 445, 708, 494]
- panja-photo-tree-left: [661, 841, 721, 921]
- yakshagana-festoon: [23, 737, 218, 747]
- color-bar-blue: [22, 1030, 247, 1036]
- raitha-highlight-box: [600, 440, 716, 560]
- kateel-body-col-1: ಕಟೀಲು: ಶ್ರೀ ದುರ್ಗಾಪರಮೇಶ್ವರಿ ಕಾಲೇಜಿನಲ್ಲಿ ವಿದ್ಯಾರ್ಥಿಗಳಿಗಾಗಿ ಐಬಿಎಂ ಸಂಸ್ಥೆಯ ಸಹಯೋಗದಲ್ಲಿ ಉಚಿತ ಕೌಶಲ್ಯ ಅಭಿವೃದ್ಧಿ ಕಾರ್ಯಕ್ರಮ ಆರಂಭಗೊಂಡಿತು. ಕೃತಕ ಬುದ್ಧಿಮತ್ತೆ, ಡೇಟಾ ವಿಶ್ಲೇಷಣೆ ಹಾಗೂ ಕ್ಲೌಡ್ ತಂತ್ರಜ್ಞಾನದ ಕುರಿತು ತರಬೇತಿ ನೀಡಲಾಗುವುದು. ಉದ್ಯೋಗಾವಕಾಶ ಹೆಚ್ಚಿಸುವ ನಿಟ್ಟಿನಲ್ಲಿ ಈ ಕಾರ್ಯಕ್ರಮ ಸಹಕಾರಿಯಾಗಲಿದೆ ಎಂದು ಪ್ರಾಂಶುಪಾಲರು ತಿಳಿಸಿದರು.: [614, 1226, 762, 1292]
- footer-registration-dots-left: [90, 1436, 170, 1446]
- sahitya-photo: [198, 1080, 450, 1220]
- middle-section-rule: [22, 732, 922, 733]
- top-middle-rule: [504, 96, 505, 346]
- footer-label: ಹೊಸದಿಗಂತ: [420, 1436, 453, 1445]
- raitha-photo-banner: [443, 439, 583, 473]
- sahitya-body-col-2: ಯುವ ಮತ್ತು ವಿದ್ಯಾರ್ಥಿಗಳನ್ನು ಕೇಂದ್ರೀಕರಿಸಿ ಕವಿಗೋಷ್ಠಿ, ಸಾಂಸ್ಕೃತಿಕ ಕಾರ್ಯಕ್ರಮ ನಡೆಯಲಿದೆ. ತಾಲೂಕಿನ ಎಲ್ಲಾ ಶಾಲಾ ಕಾಲೇಜುಗಳ ವಿದ್ಯಾರ್ಥಿಗಳು ಸಮ್ಮೇಳನದಲ್ಲಿ ಭಾಗವಹಿಸುವಂತೆ ಮನವಿ ಮಾಡಲಾಗಿದೆ. ಸಾಹಿತ್ಯಾಸಕ್ತರು, ಕನ್ನಡಾಭಿಮಾನಿಗಳು ತನು ಮನ ಧನದ ಸಹಕಾರ ನೀಡಬೇಕು ಎಂದು ಪರಿಷತ್ತಿನ ತಾಲೂಕು ಅಧ್ಯಕ್ಷರು ಕೋರಿದರು.: [198, 1226, 450, 1254]
